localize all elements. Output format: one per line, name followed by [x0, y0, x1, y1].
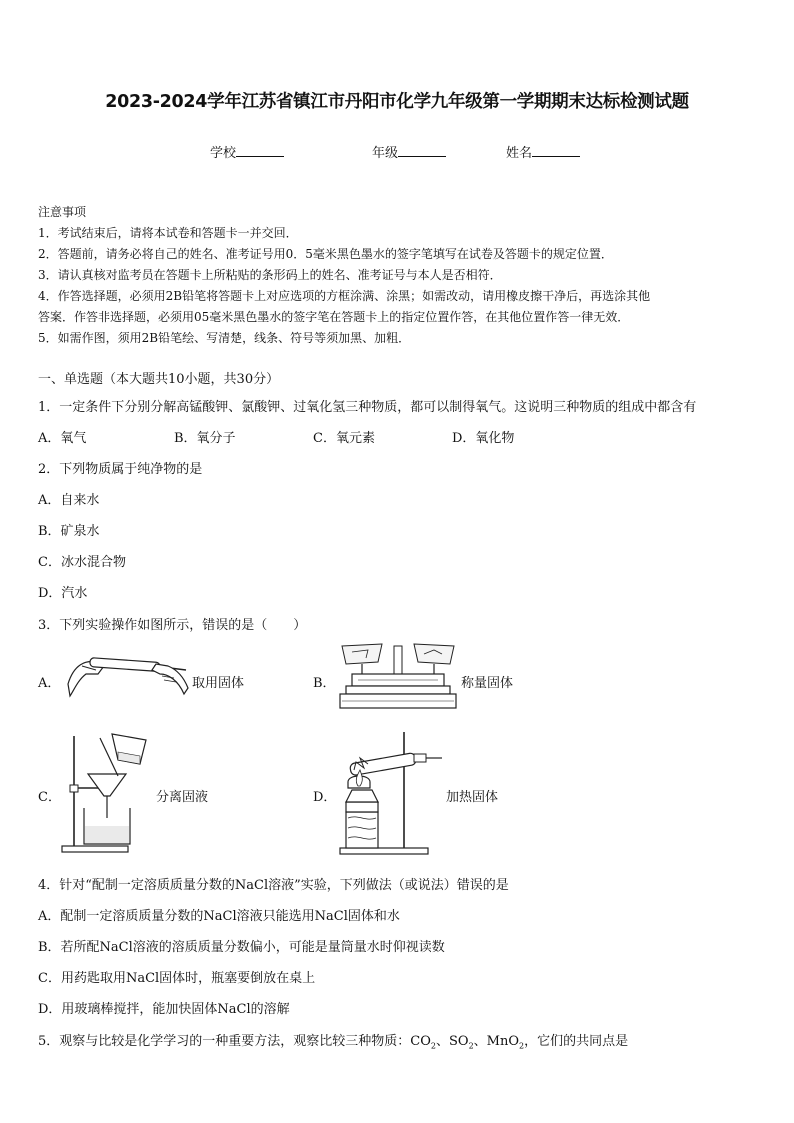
q4-option-b: B．若所配NaCl溶液的溶质质量分数偏小，可能是量筒量水时仰视读数 [38, 940, 445, 955]
grade-field [372, 142, 446, 161]
q4-option-d: D．用玻璃棒搅拌，能加快固体NaCl的溶解 [38, 1002, 290, 1017]
note-item: 5．如需作图，须用2B铅笔绘、写清楚，线条、符号等须加黑、加粗． [38, 331, 411, 345]
school-label: 学校 [210, 146, 237, 161]
q5-stem [38, 1030, 628, 1051]
q3-option-d-letter: D． [313, 790, 337, 805]
note-item: 1．考试结束后，请将本试卷和答题卡一并交回． [38, 226, 298, 240]
name-label: 姓名 [506, 146, 533, 161]
q2-option-b: B．矿泉水 [38, 524, 100, 539]
grade-blank [398, 144, 446, 157]
note-item: 4．作答选择题，必须用2B铅笔将答题卡上对应选项的方框涂满、涂黑；如需改动，请用橡皮擦干净后，再选涂其他 [38, 289, 651, 303]
school-blank [236, 144, 284, 157]
q5-stem-suffix: ，它们的共同点是 [524, 1034, 629, 1049]
section-heading: 一、单选题（本大题共10小题，共30分） [38, 372, 280, 387]
heating-solid-figure [334, 728, 446, 858]
q4-option-c: C．用药匙取用NaCl固体时，瓶塞要倒放在桌上 [38, 971, 316, 986]
q5-stem-prefix: 5．观察与比较是化学学习的一种重要方法，观察比较三种物质：CO [38, 1034, 431, 1049]
q2-option-d: D．汽水 [38, 586, 88, 601]
note-item: 3．请认真核对监考员在答题卡上所粘贴的条形码上的姓名、准考证号与本人是否相符． [38, 268, 502, 282]
co2-subscript: 2 [430, 1041, 436, 1051]
q3-stem: 3．下列实验操作如图所示，错误的是（ ） [38, 618, 307, 633]
q4-option-a: A．配制一定溶质质量分数的NaCl溶液只能选用NaCl固体和水 [38, 909, 400, 924]
test-tube-solid-figure [64, 644, 192, 700]
q4-stem: 4．针对“配制一定溶质质量分数的NaCl溶液”实验，下列做法（或说法）错误的是 [38, 878, 509, 893]
note-item: 答案．作答非选择题，必须用05毫米黑色墨水的签字笔在答题卡上的指定位置作答，在其他位置作答一律无效． [38, 310, 630, 324]
filtration-figure [60, 730, 156, 856]
q2-stem: 2．下列物质属于纯净物的是 [38, 462, 203, 477]
notes-heading: 注意事项 [38, 205, 87, 219]
q5-mno2: 、MnO [473, 1034, 519, 1049]
q3-option-d-caption: 加热固体 [446, 790, 499, 805]
mno2-subscript: 2 [519, 1041, 525, 1051]
q3-option-b-caption: 称量固体 [461, 676, 514, 691]
q3-option-a-letter: A． [38, 676, 61, 691]
note-item: 2．答题前，请务必将自己的姓名、准考证号用0．5毫米黑色墨水的签字笔填写在试卷及答题卡的规定位置． [38, 247, 613, 261]
page-title: 2023-2024学年江苏省镇江市丹阳市化学九年级第一学期期末达标检测试题 [105, 92, 689, 112]
q1-option-b: B．氧分子 [174, 431, 236, 446]
balance-figure [338, 640, 458, 716]
q1-option-c: C．氧元素 [313, 431, 375, 446]
school-field [210, 142, 284, 161]
q1-stem: 1．一定条件下分别分解高锰酸钾、氯酸钾、过氧化氢三种物质，都可以制得氧气。这说明三种物质的组成中都含有 [38, 400, 697, 415]
q2-option-c: C．冰水混合物 [38, 555, 126, 570]
so2-subscript: 2 [468, 1041, 474, 1051]
q5-so2: 、SO [435, 1034, 469, 1049]
q3-option-b-letter: B． [313, 676, 336, 691]
name-blank [532, 144, 580, 157]
q1-option-d: D．氧化物 [452, 431, 515, 446]
q3-option-a-caption: 取用固体 [192, 676, 245, 691]
q2-option-a: A．自来水 [38, 493, 100, 508]
q3-option-c-caption: 分离固液 [156, 790, 209, 805]
q3-option-c-letter: C． [38, 790, 61, 805]
name-field [506, 142, 580, 161]
q1-option-a: A．氧气 [38, 431, 87, 446]
grade-label: 年级 [372, 146, 399, 161]
